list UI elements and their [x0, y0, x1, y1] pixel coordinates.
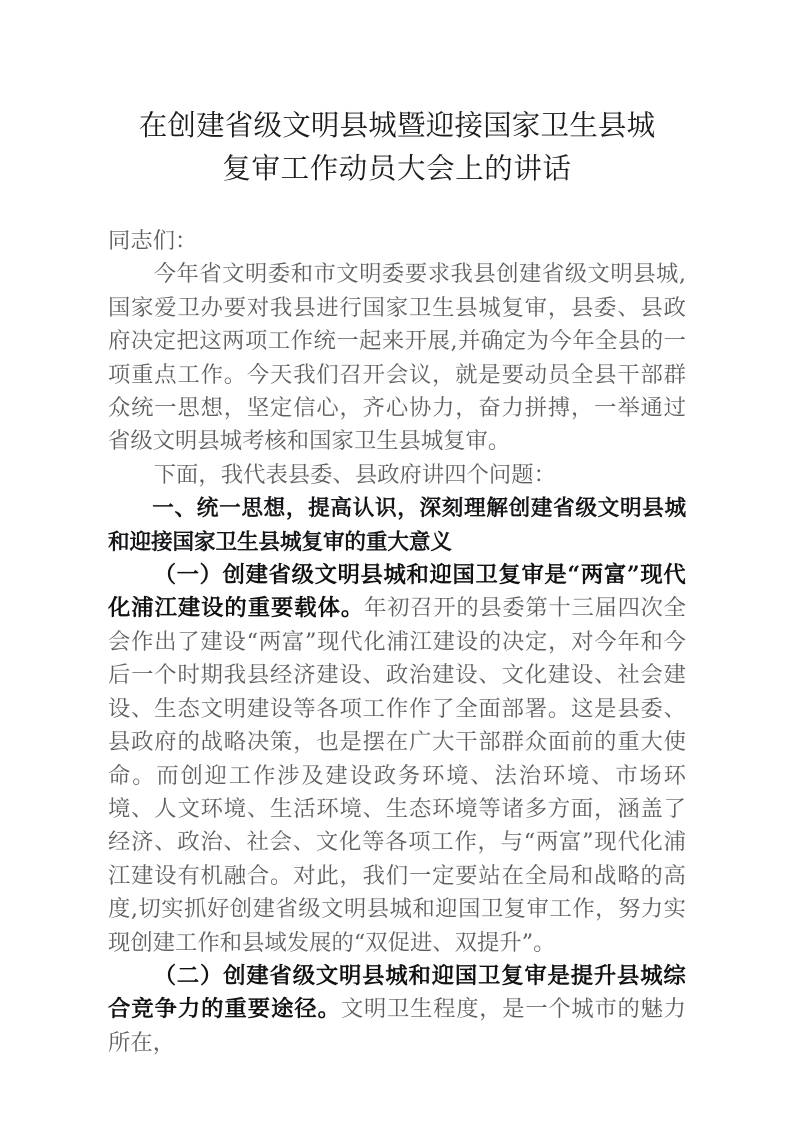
- subsection-1: [108, 559, 686, 960]
- page-title: [108, 104, 686, 190]
- subsection-2-lead: （二）创建省级文明县城和迎国卫复审是提升县城综合竞争力的重要途径。: [108, 962, 686, 1023]
- subsection-2-body: 文明卫生程度，是一个城市的魅力所在，: [108, 996, 686, 1056]
- salutation: 同志们：: [108, 228, 198, 254]
- subsection-1-body: 年初召开的县委第十三届四次全会作出了建设“两富”现代化浦江建设的决定，对今年和今后一个时期我县经济建设、政治建设、文化建设、社会建设、生态文明建设等各项工作作了全面部署。这是县委、县政府的战略决策，也是摆在广大干部群众面前的重大使命。而创迎工作涉及建设政务环境、法治环境、市场环境、人文环境、生活环境、生态环境等诸多方面，涵盖了经济、政治、社会、文化等各项工作，与“两富”现代化浦江建设有机融合。对此，我们一定要站在全局和战略的高度,切实抓好创建省级文明县城和迎国卫复审工作，努力实现创建工作和县域发展的“双促进、双提升”。: [108, 595, 686, 956]
- paragraph-four-topics: 下面，我代表县委、县政府讲四个问题：: [153, 461, 556, 488]
- subsection-1-lead: （一）创建省级文明县城和迎国卫复审是“两富”现代化浦江建设的重要载体。: [108, 562, 686, 622]
- document-content: [108, 104, 686, 1060]
- paragraph-opening: 今年省文明委和市文明委要求我县创建省级文明县城,国家爱卫办要对我县进行国家卫生县城复审，县委、县政府决定把这两项工作统一起来开展,并确定为今年全县的一项重点工作。今天我们召开会议，就是要动员全县干部群众统一思想，坚定信心，齐心协力，奋力拼搏，一举通过省级文明县城考核和国家卫生县城复审。: [108, 261, 686, 455]
- page-title-line-1: 在创建省级文明县城暨迎接国家卫生县城: [138, 109, 656, 142]
- section-heading-1: 一、统一思想，提高认识，深刻理解创建省级文明县城和迎接国家卫生县城复审的重大意义: [108, 496, 686, 555]
- page-title-line-2: 复审工作动员大会上的讲话: [222, 152, 572, 185]
- subsection-2: [108, 960, 686, 1060]
